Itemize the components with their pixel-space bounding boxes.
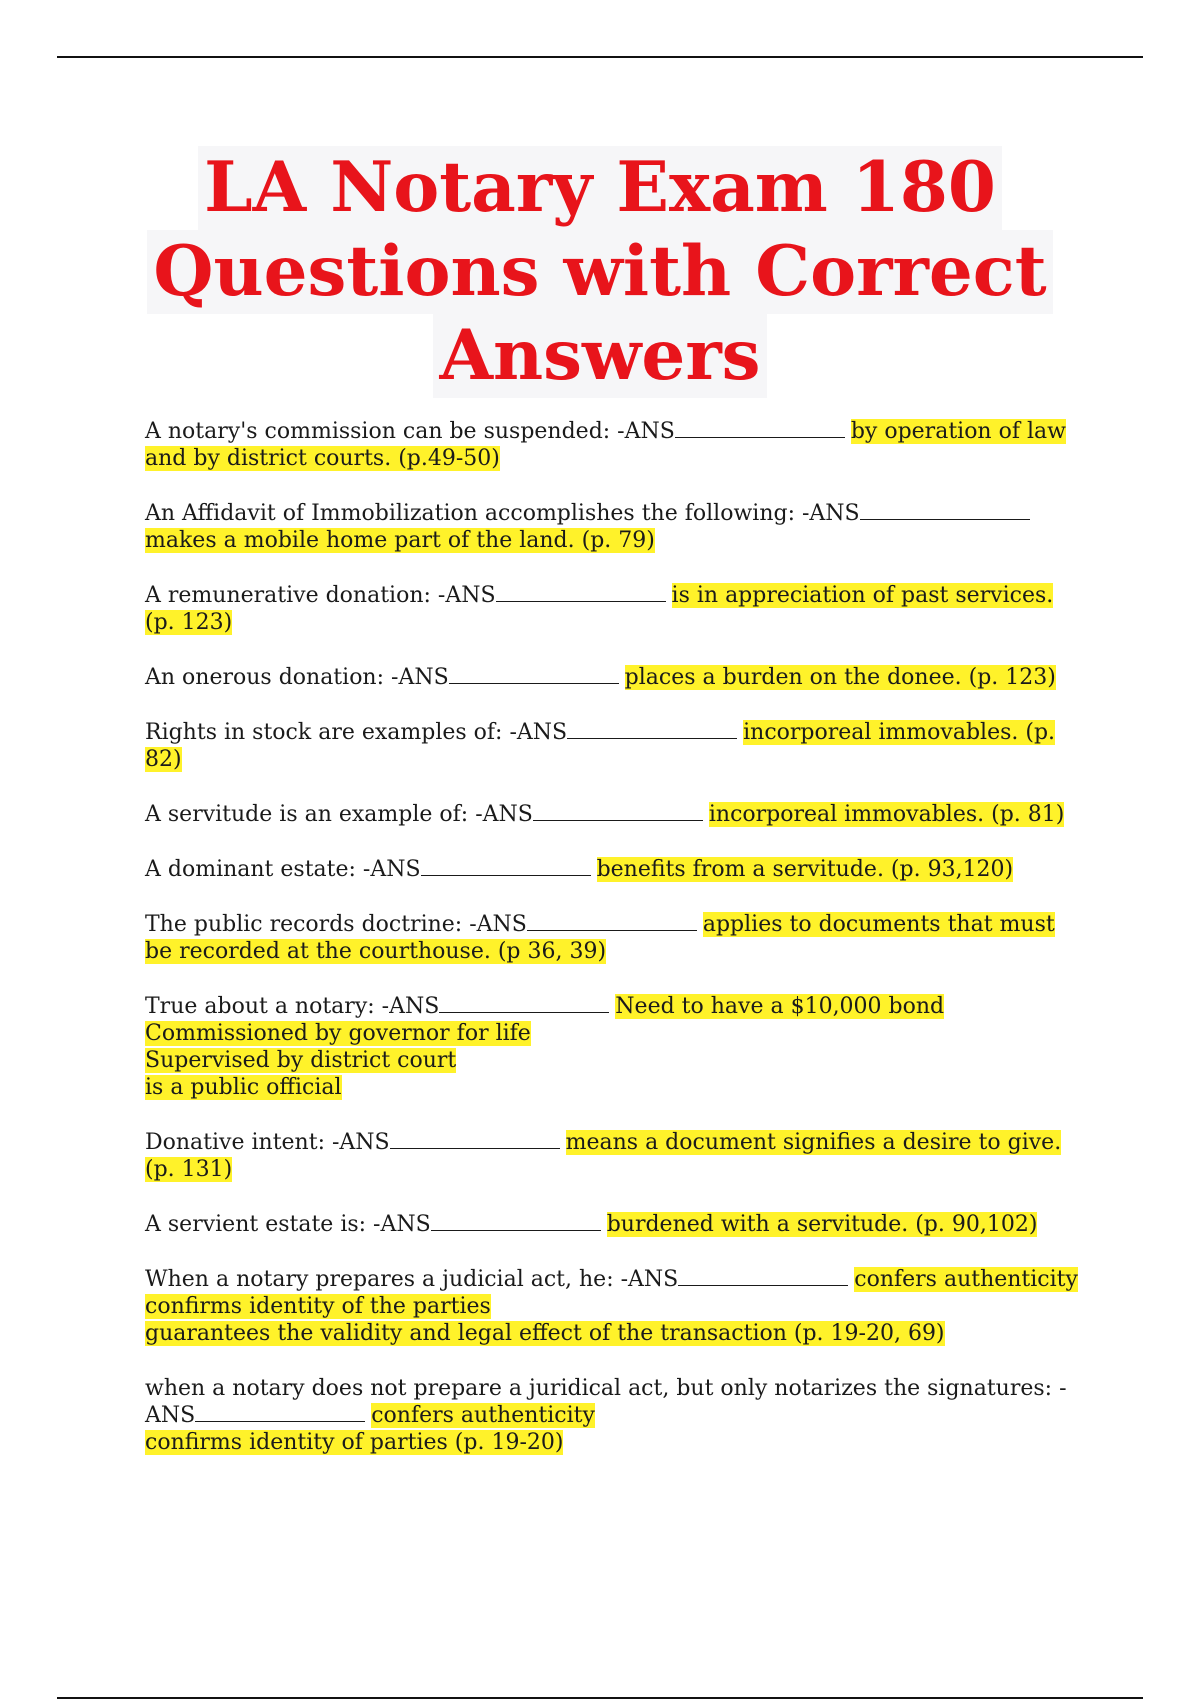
question-text: A dominant estate: -ANS: [145, 857, 421, 882]
question-answer-list: [145, 418, 1085, 1484]
answer-text: places a burden on the donee. (p. 123): [624, 665, 1056, 690]
answer-text: by operation of law and by district courts. (p.49-50): [145, 419, 1066, 471]
document-title: [0, 146, 1200, 398]
qa-item: [145, 993, 1085, 1101]
qa-item: [145, 1375, 1085, 1456]
answer-text: is a public official: [145, 1075, 342, 1100]
bottom-rule: [57, 1697, 1143, 1699]
question-text: A servient estate is: -ANS: [145, 1212, 431, 1237]
question-text: when a notary does not prepare a juridical act, but only notarizes the signatures: -ANS: [145, 1376, 1067, 1428]
qa-item: [145, 801, 1085, 828]
qa-item: [145, 1211, 1085, 1238]
question-text: An Affidavit of Immobilization accomplishes the following: -ANS: [145, 501, 860, 526]
answer-blank: [496, 583, 666, 602]
answer-text: Supervised by district court: [145, 1048, 457, 1073]
question-text: Rights in stock are examples of: -ANS: [145, 720, 568, 745]
qa-item: [145, 856, 1085, 883]
answer-text: applies to documents that must be recorded at the courthouse. (p 36, 39): [145, 912, 1055, 964]
answer-text: Commissioned by governor for life: [145, 1021, 531, 1046]
answer-text: incorporeal immovables. (p. 82): [145, 720, 1056, 772]
qa-item: [145, 911, 1085, 965]
answer-text: benefits from a servitude. (p. 93,120): [596, 857, 1014, 882]
title-line-3: Answers: [433, 314, 766, 398]
answer-blank: [533, 802, 703, 821]
answer-blank: [527, 912, 697, 931]
answer-text: means a document signifies a desire to give. (p. 131): [145, 1130, 1062, 1182]
answer-text: burdened with a servitude. (p. 90,102): [606, 1212, 1038, 1237]
question-text: Donative intent: -ANS: [145, 1130, 390, 1155]
top-rule: [57, 56, 1143, 58]
answer-blank: [449, 665, 619, 684]
answer-blank: [390, 1130, 560, 1149]
question-text: When a notary prepares a judicial act, he: -ANS: [145, 1267, 679, 1292]
qa-item: [145, 500, 1085, 554]
qa-item: [145, 418, 1085, 472]
answer-text: is in appreciation of past services. (p. 123): [145, 583, 1054, 635]
qa-item: [145, 719, 1085, 773]
answer-text: incorporeal immovables. (p. 81): [708, 802, 1065, 827]
answer-text: confers authenticity: [371, 1403, 595, 1428]
qa-item: [145, 1129, 1085, 1183]
question-text: A servitude is an example of: -ANS: [145, 802, 533, 827]
title-line-1: LA Notary Exam 180: [198, 146, 1002, 230]
question-text: A notary's commission can be suspended: -ANS: [145, 419, 675, 444]
answer-blank: [678, 1267, 848, 1286]
answer-blank: [195, 1403, 365, 1422]
answer-text: confirms identity of parties (p. 19-20): [145, 1430, 564, 1455]
answer-blank: [567, 720, 737, 739]
question-text: An onerous donation: -ANS: [145, 665, 449, 690]
title-line-2: Questions with Correct: [147, 230, 1052, 314]
answer-text: confers authenticity: [854, 1267, 1078, 1292]
qa-item: [145, 1266, 1085, 1347]
answer-blank: [675, 419, 845, 438]
answer-text: guarantees the validity and legal effect of the transaction (p. 19-20, 69): [145, 1321, 945, 1346]
qa-item: [145, 582, 1085, 636]
answer-blank: [431, 1212, 601, 1231]
question-text: True about a notary: -ANS: [145, 994, 440, 1019]
answer-text: confirms identity of the parties: [145, 1294, 491, 1319]
answer-text: makes a mobile home part of the land. (p. 79): [145, 528, 655, 553]
question-text: The public records doctrine: -ANS: [145, 912, 527, 937]
question-text: A remunerative donation: -ANS: [145, 583, 496, 608]
qa-item: [145, 664, 1085, 691]
answer-blank: [860, 501, 1030, 520]
answer-blank: [439, 994, 609, 1013]
answer-blank: [421, 857, 591, 876]
answer-text: Need to have a $10,000 bond: [615, 994, 945, 1019]
